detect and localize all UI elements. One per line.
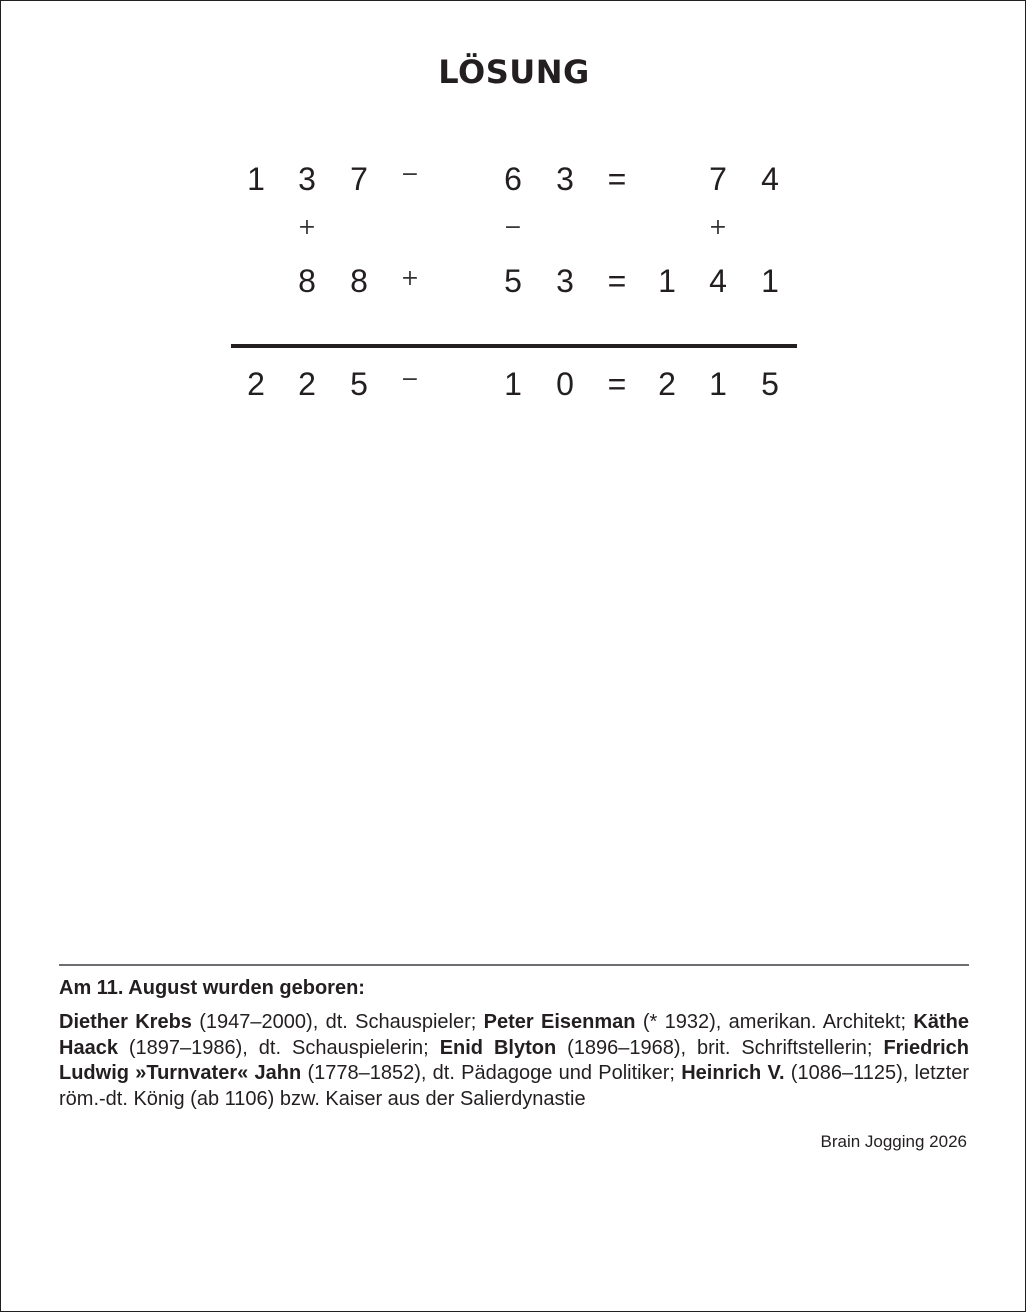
vertical-operator-col2: + [297, 215, 317, 240]
row2-digit-4: 5 [504, 263, 522, 299]
row2-digit-7: 4 [709, 263, 727, 299]
person-details: (* 1932), amerikan. Architekt; [635, 1011, 914, 1033]
birthdays-text [59, 1010, 969, 1112]
person-details: (1947–2000), dt. Schauspieler; [191, 1011, 484, 1033]
person-name: Käthe Haack [59, 1011, 969, 1059]
footer-credit: Brain Jogging 2026 [820, 1132, 967, 1151]
row2-operator: + [400, 266, 420, 291]
row1-digit-6: 7 [709, 161, 727, 197]
row3-operator: − [400, 367, 420, 392]
row1-digit-5: 3 [556, 161, 574, 197]
row1-digit-1: 1 [247, 161, 265, 197]
person-name: Diether Krebs [59, 1011, 192, 1033]
row3-digit-2: 2 [298, 366, 316, 402]
row1-digit-7: 4 [761, 161, 779, 197]
row2-digit-8: 1 [761, 263, 779, 299]
row3-digit-7: 1 [709, 366, 727, 402]
row1-equals: = [607, 161, 627, 197]
row2-digit-5: 3 [556, 263, 574, 299]
row3-digit-3: 5 [350, 366, 368, 402]
page-title: LÖSUNG [438, 53, 590, 91]
row2-equals: = [607, 263, 627, 299]
vertical-operator-col7: + [708, 215, 728, 240]
section-divider [59, 964, 969, 966]
row1-digit-2: 3 [298, 161, 316, 197]
row3-digit-6: 2 [658, 366, 676, 402]
row2-digit-2: 8 [298, 263, 316, 299]
row3-digit-1: 2 [247, 366, 265, 402]
arithmetic-puzzle-solution [1, 1, 1026, 461]
row3-equals: = [607, 366, 627, 402]
person-details: (1778–1852), dt. Pädagoge und Politiker; [301, 1062, 682, 1084]
row1-digit-3: 7 [350, 161, 368, 197]
birthdays-heading: Am 11. August wurden geboren: [59, 977, 365, 999]
row1-digit-4: 6 [504, 161, 522, 197]
person-name: Peter Eisenman [483, 1011, 636, 1033]
person-details: (1896–1968), brit. Schriftstellerin; [556, 1036, 884, 1059]
row3-digit-8: 5 [761, 366, 779, 402]
row1-operator: − [400, 162, 420, 187]
person-details: (1086–1125), letzter röm.-dt. König (ab 1106) bzw. Kaiser aus der Salierdynastie [59, 1062, 970, 1110]
row3-digit-4: 1 [504, 366, 522, 402]
person-name: Friedrich Ludwig »Turnvater« Jahn [59, 1036, 970, 1084]
person-name: Heinrich V. [681, 1062, 785, 1084]
row2-digit-3: 8 [350, 263, 368, 299]
sum-rule [231, 344, 797, 348]
person-name: Enid Blyton [439, 1036, 557, 1059]
row3-digit-5: 0 [556, 366, 574, 402]
row2-digit-6: 1 [658, 263, 676, 299]
person-details: (1897–1986), dt. Schauspielerin; [117, 1036, 440, 1059]
vertical-operator-col5: − [503, 215, 523, 240]
